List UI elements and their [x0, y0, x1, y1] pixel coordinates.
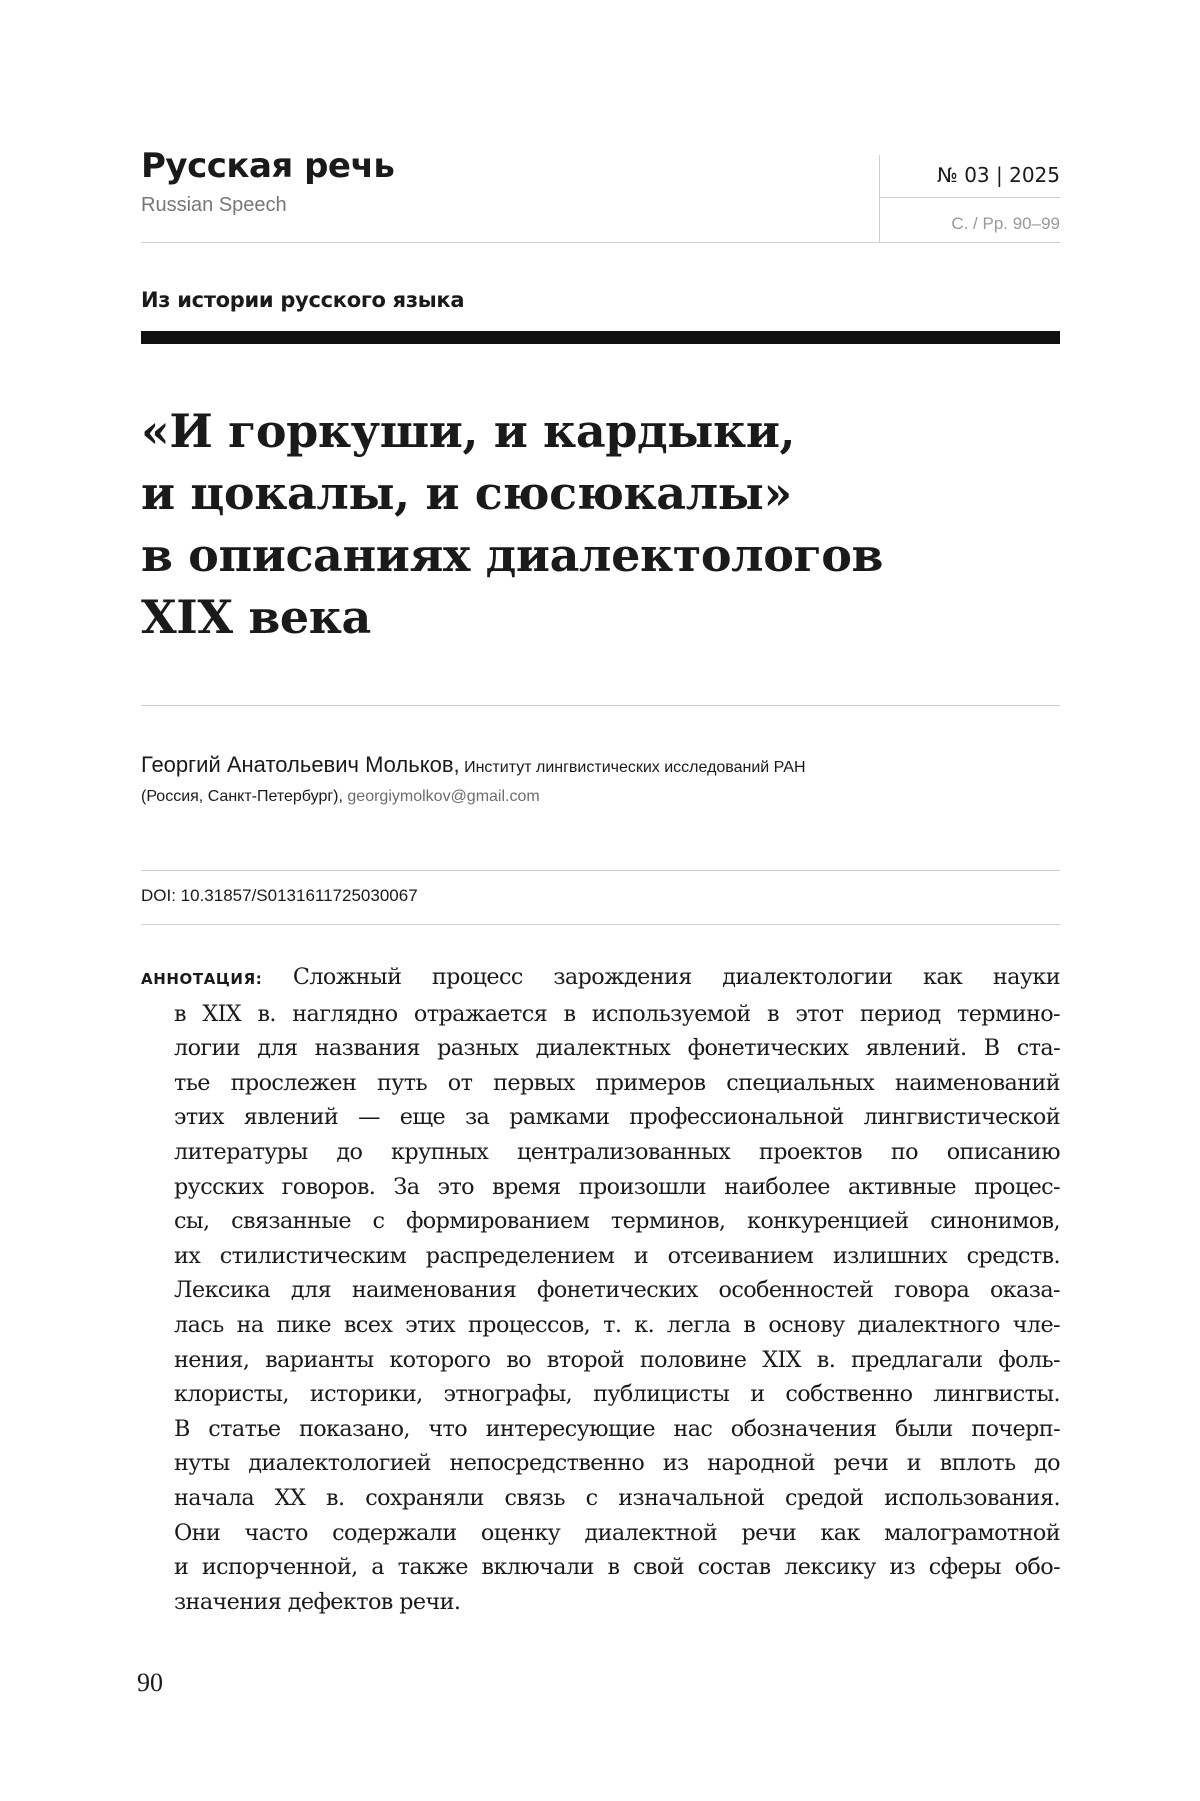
author-email-link[interactable]: georgiymolkov@gmail.com	[347, 788, 540, 805]
article-title	[141, 400, 1060, 648]
abstract-line: русских говоров. За это время произошли наиболее активные процес-	[174, 1173, 1060, 1200]
abstract-line-text: Сложный процесс зарождения диалектологии как науки	[292, 964, 1060, 990]
page-range: С. / Pp. 90–99	[951, 214, 1060, 233]
abstract-line: тье прослежен путь от первых примеров специальных наименований	[174, 1069, 1060, 1096]
abstract-line: этих явлений — еще за рамками профессиональной лингвистической	[174, 1104, 1060, 1131]
article-title-line: в описаниях диалектологов	[141, 528, 884, 582]
abstract-line: Лексика для наименования фонетических особенностей говора оказа-	[174, 1277, 1060, 1304]
doi-bottom-divider	[141, 924, 1060, 925]
abstract-line	[141, 960, 1060, 997]
issue-divider	[880, 197, 1060, 198]
author-info	[141, 752, 806, 778]
article-title-line: и цокалы, и сюсюкалы»	[141, 466, 792, 520]
header-divider	[141, 242, 1060, 243]
abstract-line: начала XX в. сохраняли связь с изначальной средой использования.	[174, 1484, 1060, 1511]
author-affiliation: Институт лингвистических исследований РАН	[464, 759, 806, 776]
abstract-line: нуты диалектологией непосредственно из народной речи и вплоть до	[174, 1450, 1060, 1477]
page-number: 90	[137, 1668, 163, 1697]
abstract-line: нения, варианты которого во второй половине XIX в. предлагали фоль-	[174, 1346, 1060, 1373]
abstract	[141, 960, 1060, 1619]
abstract-line: Они часто содержали оценку диалектной речи как малограмотной	[174, 1519, 1060, 1546]
issue-number: № 03 | 2025	[937, 163, 1060, 187]
doi-top-divider	[141, 870, 1060, 871]
article-title-line: XIX века	[141, 590, 371, 644]
abstract-line: их стилистическим распределением и отсеиванием излишних средств.	[174, 1242, 1060, 1269]
abstract-line: логии для названия разных диалектных фонетических явлений. В ста-	[174, 1035, 1060, 1062]
author-name: Георгий Анатольевич Мольков,	[141, 752, 460, 777]
journal-subtitle: Russian Speech	[141, 194, 287, 216]
abstract-line: клористы, историки, этнографы, публицисты и собственно лингвисты.	[174, 1381, 1060, 1408]
abstract-label: АННОТАЦИЯ:	[141, 970, 263, 988]
abstract-line: значения дефектов речи.	[174, 1588, 461, 1615]
section-heading: Из истории русского языка	[141, 288, 465, 312]
section-bar	[141, 331, 1060, 344]
author-location-line	[141, 788, 540, 806]
article-title-line: «И горкуши, и кардыки,	[141, 404, 796, 458]
abstract-line: и испорченной, а также включали в свой состав лексику из сферы обо-	[174, 1554, 1060, 1581]
doi: DOI: 10.31857/S0131611725030067	[141, 886, 418, 905]
abstract-line: в XIX в. наглядно отражается в используемой в этот период термино-	[174, 1000, 1060, 1027]
title-divider	[141, 705, 1060, 706]
abstract-line: сы, связанные с формированием терминов, конкуренцией синонимов,	[174, 1208, 1060, 1235]
journal-title: Русская речь	[141, 146, 395, 186]
abstract-line: лась на пике всех этих процессов, т. к. легла в основу диалектного чле-	[174, 1311, 1060, 1338]
abstract-line: литературы до крупных централизованных проектов по описанию	[174, 1138, 1060, 1165]
abstract-line: В статье показано, что интересующие нас обозначения были почерп-	[174, 1415, 1060, 1442]
author-location: (Россия, Санкт-Петербург),	[141, 788, 343, 805]
